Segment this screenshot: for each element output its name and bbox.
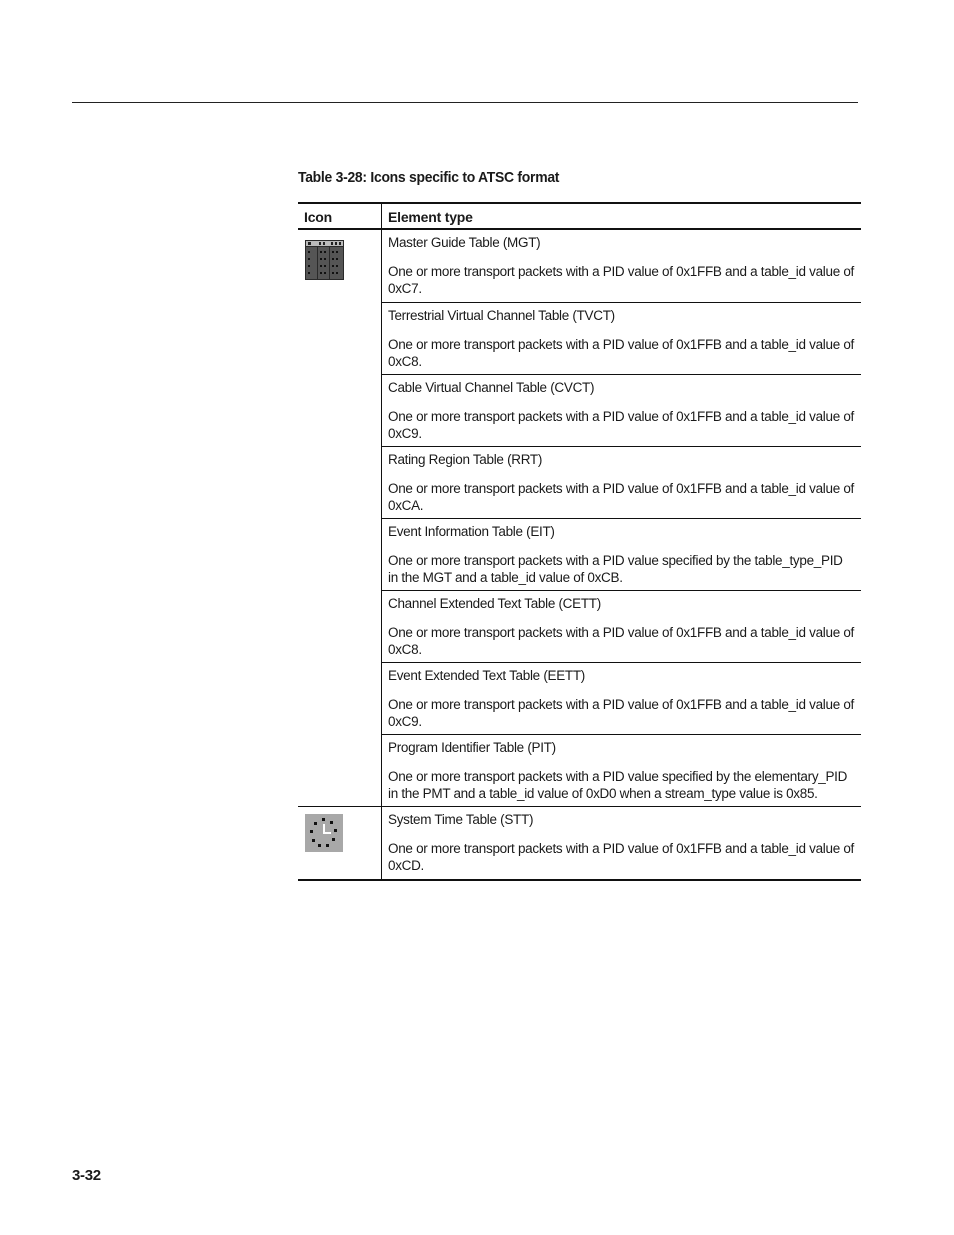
element-name: Rating Region Table (RRT) xyxy=(388,452,543,467)
table-row xyxy=(382,807,861,879)
element-name: Channel Extended Text Table (CETT) xyxy=(388,596,601,611)
icon-cell xyxy=(298,807,382,879)
element-name: Master Guide Table (MGT) xyxy=(388,235,541,250)
header-element-type: Element type xyxy=(388,209,473,225)
atsc-icons-table xyxy=(298,202,861,881)
mgt-table-icon xyxy=(305,240,344,280)
table-row xyxy=(382,302,861,374)
element-description: One or more transport packets with a PID value of 0x1FFB and a table_id value of 0xCA. xyxy=(388,481,855,513)
element-name: Event Information Table (EIT) xyxy=(388,524,555,539)
element-description: One or more transport packets with a PID value of 0x1FFB and a table_id value of 0xC8. xyxy=(388,625,855,657)
element-description: One or more transport packets with a PID value specified by the table_type_PID in the MGT and a table_id value of 0xCB. xyxy=(388,553,843,585)
element-rows xyxy=(382,807,861,879)
element-description: One or more transport packets with a PID value of 0x1FFB and a table_id value of 0xC8. xyxy=(388,337,855,369)
element-name: Event Extended Text Table (EETT) xyxy=(388,668,586,683)
table-row xyxy=(382,446,861,518)
element-description: One or more transport packets with a PID value of 0x1FFB and a table_id value of 0xC7. xyxy=(388,264,855,296)
table-row xyxy=(382,374,861,446)
table-row xyxy=(382,230,861,302)
table-row xyxy=(382,662,861,734)
element-name: System Time Table (STT) xyxy=(388,812,534,827)
table-row xyxy=(382,734,861,806)
table-caption: Table 3-28: Icons specific to ATSC format xyxy=(298,169,560,186)
table-row xyxy=(382,590,861,662)
header-rule xyxy=(72,102,858,103)
element-name: Terrestrial Virtual Channel Table (TVCT) xyxy=(388,308,615,323)
element-name: Cable Virtual Channel Table (CVCT) xyxy=(388,380,595,395)
header-icon: Icon xyxy=(298,204,382,228)
table-group-mgt xyxy=(298,230,861,806)
element-name: Program Identifier Table (PIT) xyxy=(388,740,556,755)
element-description: One or more transport packets with a PID value of 0x1FFB and a table_id value of 0xC9. xyxy=(388,409,855,441)
table-group-stt xyxy=(298,806,861,879)
table-bottom-rule xyxy=(298,879,861,881)
element-description: One or more transport packets with a PID value of 0x1FFB and a table_id value of 0xC9. xyxy=(388,697,855,729)
element-description: One or more transport packets with a PID value of 0x1FFB and a table_id value of 0xCD. xyxy=(388,841,855,873)
icon-cell xyxy=(298,230,382,806)
table-header-row xyxy=(298,202,861,230)
element-description: One or more transport packets with a PID value specified by the elementary_PID in the PMT and a table_id value of 0xD0 when a stream_type value is 0x85. xyxy=(388,769,848,801)
element-rows xyxy=(382,230,861,806)
clock-icon xyxy=(305,814,343,852)
table-row xyxy=(382,518,861,590)
page-number: 3-32 xyxy=(72,1167,101,1184)
